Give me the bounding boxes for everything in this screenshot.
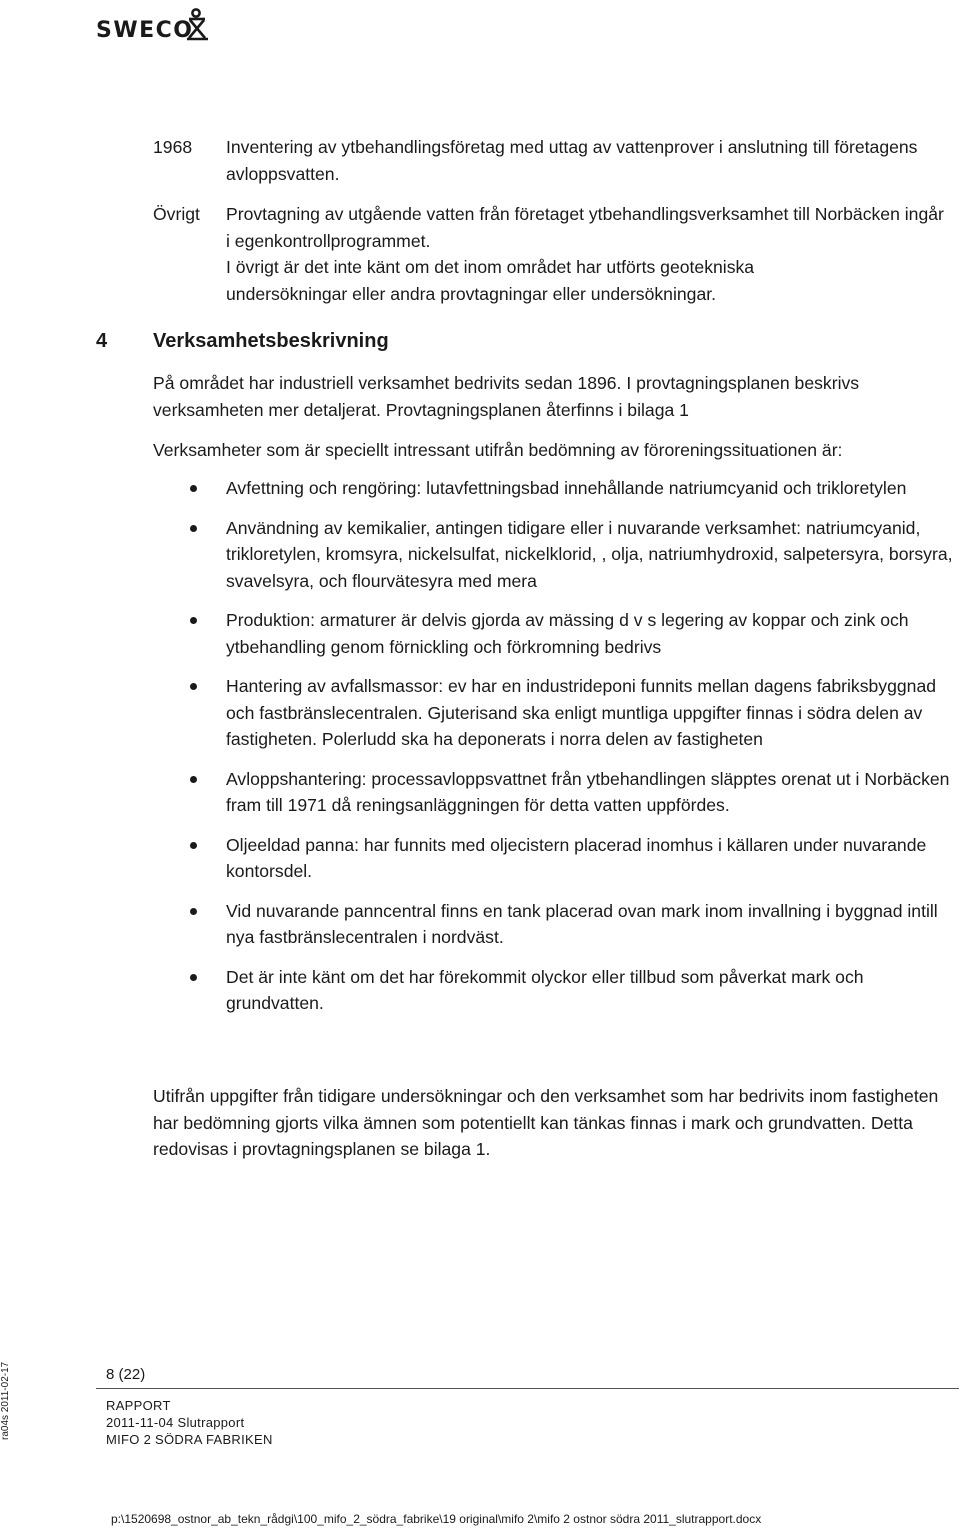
list-item bbox=[153, 766, 958, 819]
footer-doc-date: 2011-11-04 Slutrapport bbox=[106, 1415, 245, 1430]
list-item-text: Produktion: armaturer är delvis gjorda av mässing d v s legering av koppar och zink och ytbehandling genom förnickling och förkromning bedrivs bbox=[226, 610, 909, 657]
history-text: Inventering av ytbehandlingsföretag med uttag av vattenprover i anslutning till företagens avloppsvatten. bbox=[226, 137, 918, 184]
section-number: 4 bbox=[96, 330, 108, 352]
list-item-text: Användning av kemikalier, antingen tidigare eller i nuvarande verksamhet: natriumcyanid, trikloretylen, kromsyra, nickelsulfat, nickelklorid, , olja, natriumhydroxid, salpetersyra, borsyra, svavelsyra, och flourvätesyra med mera bbox=[226, 517, 953, 591]
list-item bbox=[153, 964, 958, 1017]
bullet-icon bbox=[190, 485, 197, 492]
list-item-text: Avfettning och rengöring: lutavfettningsbad innehållande natriumcyanid och trikloretylen bbox=[226, 478, 907, 498]
bullet-icon bbox=[190, 525, 197, 532]
section-heading bbox=[96, 327, 389, 355]
logo-text: SWECO bbox=[96, 18, 194, 43]
bullet-icon bbox=[190, 842, 197, 849]
history-label: Övrigt bbox=[153, 204, 200, 224]
history-extra-text: I övrigt är det inte känt om det inom området har utförts geotekniska undersökningar eller andra provtagningar eller undersökningar. bbox=[226, 257, 755, 304]
activity-list bbox=[153, 475, 958, 1017]
footer-doc-type: RAPPORT bbox=[106, 1398, 171, 1413]
list-item-text: Vid nuvarande panncentral finns en tank placerad ovan mark inom invallning i byggnad intill nya fastbränslecentralen i nordväst. bbox=[226, 900, 938, 947]
list-item-text: Det är inte känt om det har förekommit olyckor eller tillbud som påverkat mark och grundvatten. bbox=[226, 966, 864, 1013]
intro-paragraph: På området har industriell verksamhet bedrivits sedan 1896. I provtagningsplanen beskrivs verksamheten mer detaljerat. Provtagningsplanen återfinns i bilaga 1 bbox=[153, 373, 860, 420]
bullet-icon bbox=[190, 683, 197, 690]
bullet-icon bbox=[190, 974, 197, 981]
footer-divider bbox=[96, 1388, 959, 1389]
list-item-text: Oljeeldad panna: har funnits med oljecistern placerad inomhus i källaren under nuvarande kontorsdel. bbox=[226, 834, 927, 881]
file-path: p:\1520698_ostnor_ab_tekn_rådgi\100_mifo_2_södra_fabrike\19 original\mifo 2\mifo 2 ostnor södra 2011_slutrapport.docx bbox=[111, 1512, 762, 1526]
section-title: Verksamhetsbeskrivning bbox=[153, 330, 389, 352]
bullet-icon bbox=[190, 908, 197, 915]
template-code: ra04s 2011-02-17 bbox=[0, 1361, 11, 1440]
footer-doc-info bbox=[106, 1397, 273, 1448]
history-text: Provtagning av utgående vatten från företaget ytbehandlingsverksamhet till Norbäcken ingår i egenkontrollprogrammet. bbox=[226, 204, 944, 251]
bullet-icon bbox=[190, 617, 197, 624]
sweco-mark-icon bbox=[184, 8, 214, 42]
lead-paragraph: Verksamheter som är speciellt intressant utifrån bedömning av föroreningssituationen är: bbox=[153, 440, 843, 460]
list-item bbox=[153, 475, 958, 502]
list-item bbox=[153, 673, 958, 753]
page-number: 8 (22) bbox=[106, 1366, 146, 1383]
list-item bbox=[153, 832, 958, 885]
closing-paragraph: Utifrån uppgifter från tidigare undersökningar och den verksamhet som har bedrivits inom fastigheten har bedömning gjorts vilka ämnen som potentiellt kan tänkas finnas i mark och grundvatten. Detta redovisas i provtagningsplanen se bilaga 1. bbox=[153, 1086, 939, 1159]
list-item-text: Avloppshantering: processavloppsvattnet från ytbehandlingen släpptes orenat ut i Norbäcken fram till 1971 då reningsanläggningen för detta vatten uppfördes. bbox=[226, 768, 950, 815]
history-label: 1968 bbox=[153, 137, 193, 157]
bullet-icon bbox=[190, 776, 197, 783]
list-item bbox=[153, 898, 958, 951]
list-item bbox=[153, 607, 958, 660]
footer-doc-name: MIFO 2 SÖDRA FABRIKEN bbox=[106, 1432, 273, 1447]
list-item-text: Hantering av avfallsmassor: ev har en industrideponi funnits mellan dagens fabriksbyggnad och fastbränslecentralen. Gjuterisand ska enligt muntliga uppgifter finnas i södra delen av fastigheten. Polerludd ska ha deponerats i norra delen av fastigheten bbox=[226, 676, 937, 749]
list-item bbox=[153, 515, 958, 595]
